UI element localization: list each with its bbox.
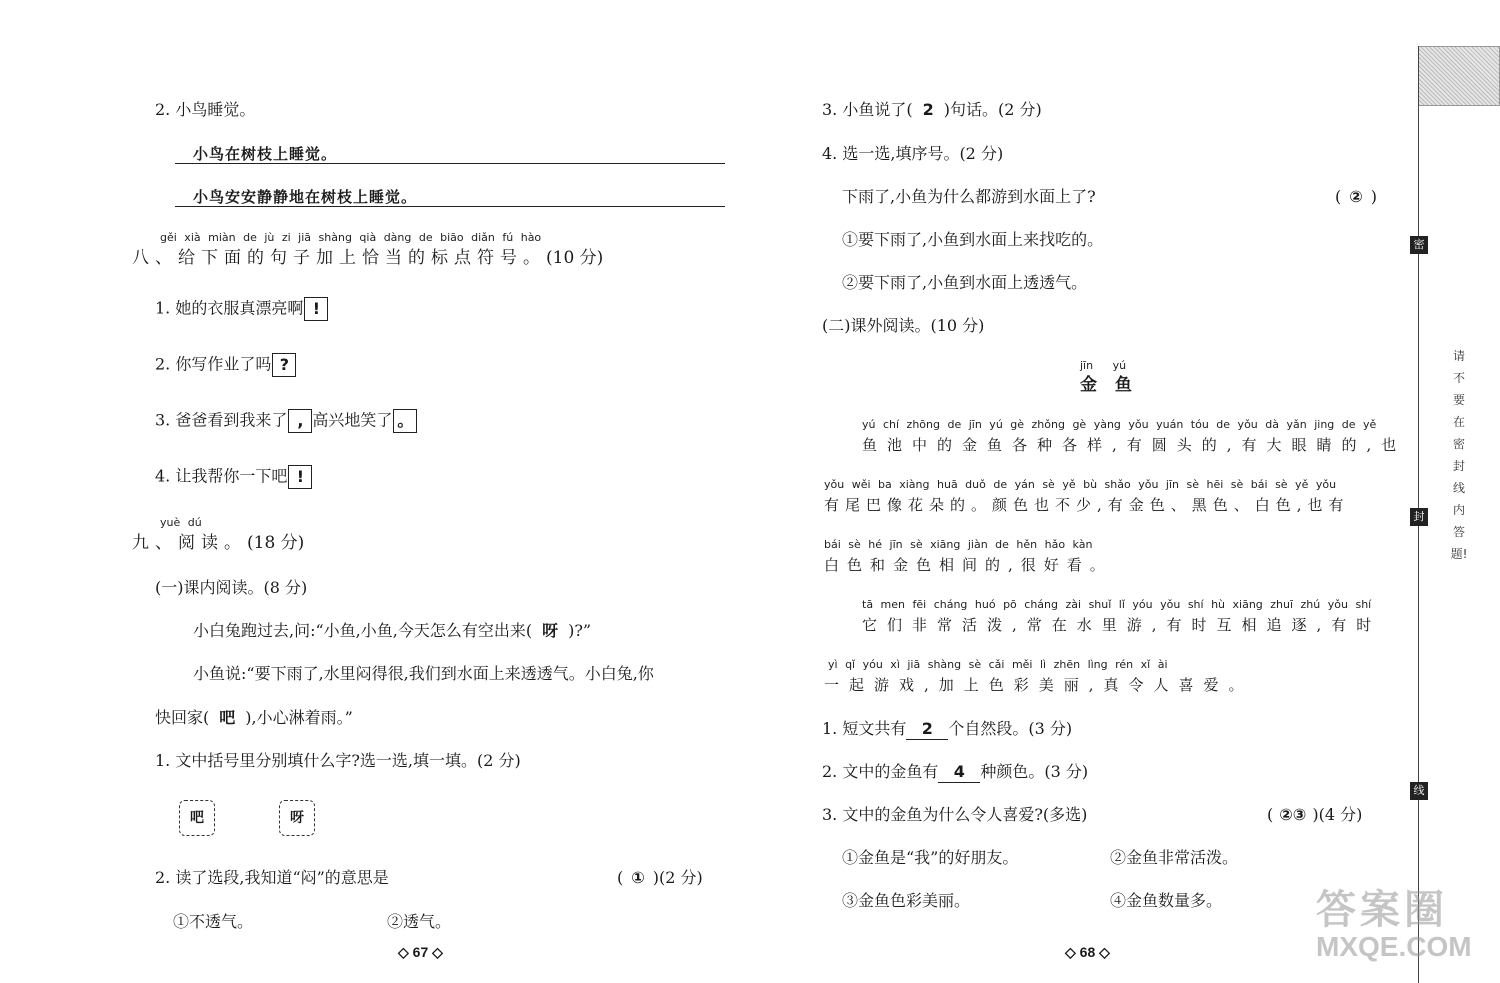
r-sq2-answer[interactable]: 4 <box>938 762 980 783</box>
sec8-title: 八、给下面的句子加上恰当的标点符号。 <box>132 248 546 268</box>
watermark-line-2: MXQE.COM <box>1316 931 1472 962</box>
r-q4-answer: ② <box>1349 187 1363 206</box>
seal-label-xian: 线 <box>1410 782 1428 800</box>
page-number-right: ◇ 68 ◇ <box>1065 944 1110 960</box>
sec9-q2-paren: ( <box>617 868 624 887</box>
r-sq3-answer-row <box>1267 805 1362 825</box>
story-line-1: 鱼池中的金鱼各种各样,有圆头的,有大眼睛的,也 <box>862 436 1407 454</box>
story-line-3: 白色和金色相间的,很好看。 <box>824 556 1113 574</box>
r-q4-paren-close: ) <box>1370 187 1378 206</box>
r-sq2 <box>822 762 1088 783</box>
sec9-para-3-answer: 吧 <box>219 708 236 727</box>
sec9-para-3-b: ),小心淋着雨。” <box>245 708 353 727</box>
sec9-title: 九、阅读。 <box>132 533 247 553</box>
sec9-q2: 2. 读了选段,我知道“闷”的意思是 <box>155 868 389 887</box>
sec9-pinyin: yuè dú <box>160 516 202 529</box>
seal-margin-strip <box>1413 0 1500 983</box>
sec8-item-4 <box>155 465 312 489</box>
sec8-item-3-box-b[interactable]: 。 <box>393 409 417 433</box>
story-line-2-pinyin: yǒu wěi ba xiàng huā duǒ de yán sè yě bù shǎo yǒu jīn sè hēi sè bái sè yě yǒu <box>824 478 1337 491</box>
sec8-item-3-text-a: 3. 爸爸看到我来了 <box>155 410 288 430</box>
r-sub2: (二)课外阅读。(10 分) <box>822 316 985 335</box>
q2-answer-1: 小鸟在树枝上睡觉。 <box>193 145 338 163</box>
sec9-q2-option-1: ①不透气。 <box>173 912 254 931</box>
r-sq2-a: 2. 文中的金鱼有 <box>822 762 939 781</box>
sec9-para-3 <box>155 708 353 728</box>
sec9-para-1-answer: 呀 <box>542 621 559 640</box>
sec9-para-1-a: 小白兔跑过去,问:“小鱼,小鱼,今天怎么有空出来( <box>193 621 533 640</box>
story-line-2: 有尾巴像花朵的。颜色也不少,有金色、黑色、白色,也有 <box>824 496 1350 514</box>
r-sq3-answer: ②③ <box>1279 805 1307 824</box>
story-line-4: 它们非常活泼,常在水里游,有时互相追逐,有时 <box>862 616 1382 634</box>
r-q4-paren-open: ( <box>1335 187 1342 206</box>
sec8-item-1 <box>155 297 328 321</box>
r-q4-option-2: ②要下雨了,小鱼到水面上透透气。 <box>842 273 1088 292</box>
r-q4-question: 下雨了,小鱼为什么都游到水面上了? <box>842 187 1096 206</box>
sec8-score: (10 分) <box>546 248 604 268</box>
sec8-item-2-text: 2. 你写作业了吗 <box>155 354 272 374</box>
r-sq3-label: 3. 文中的金鱼为什么令人喜爱?(多选) <box>822 805 1088 824</box>
choice-box-2[interactable]: 呀 <box>279 800 315 836</box>
sec9-sub1: (一)课内阅读。(8 分) <box>155 578 308 597</box>
story-line-5-pinyin: yì qǐ yóu xì jiā shàng sè cǎi měi lì zhēn lìng rén xǐ ài <box>828 658 1168 671</box>
sec9-q2-answer-row <box>617 868 703 888</box>
r-q3-answer: 2 <box>922 100 934 119</box>
sec8-item-3-text-b: 高兴地笑了 <box>312 410 393 430</box>
story-line-4-pinyin: tā men fēi cháng huó pō cháng zài shuǐ lǐ yóu yǒu shí hù xiāng zhuī zhú yǒu shí <box>862 598 1372 611</box>
sec8-title-row <box>132 248 603 268</box>
r-q3 <box>822 100 1042 120</box>
r-q4-option-1: ①要下雨了,小鱼到水面上来找吃的。 <box>842 230 1104 249</box>
strip-hatched-header <box>1418 46 1500 106</box>
sec8-item-2-box[interactable]: ? <box>272 353 296 377</box>
r-sq1-answer[interactable]: 2 <box>906 719 948 740</box>
r-sq1 <box>822 719 1072 740</box>
q2-answer-line-2 <box>175 206 725 207</box>
story-line-3-pinyin: bái sè hé jīn sè xiāng jiàn de hěn hǎo kàn <box>824 538 1093 551</box>
sec9-q2-answer: ① <box>631 868 645 887</box>
story-line-5: 一起游戏,加上色彩美丽,真令人喜爱。 <box>824 676 1254 694</box>
seal-label-feng: 封 <box>1410 508 1428 526</box>
sec9-para-1-b: )?” <box>568 621 592 640</box>
choice-box-1[interactable]: 吧 <box>179 800 215 836</box>
sec8-item-2 <box>155 353 296 377</box>
sec9-para-2: 小鱼说:“要下雨了,水里闷得很,我们到水面上来透透气。小白兔,你 <box>193 664 654 683</box>
sec9-q1: 1. 文中括号里分别填什么字?选一选,填一填。(2 分) <box>155 751 521 770</box>
q2-label: 2. 小鸟睡觉。 <box>155 100 256 119</box>
sec8-item-1-box[interactable]: ! <box>304 297 328 321</box>
story-title: 金 鱼 <box>1080 375 1132 395</box>
sec9-para-3-a: 快回家( <box>155 708 210 727</box>
r-q3-a: 3. 小鱼说了( <box>822 100 913 119</box>
story-title-pinyin: jīn yú <box>1080 359 1127 372</box>
r-sq3-paren-open: ( <box>1267 805 1274 824</box>
seal-warning-text: 请不要在密封线内答题! <box>1450 349 1468 561</box>
sec8-item-1-text: 1. 她的衣服真漂亮啊 <box>155 298 304 318</box>
r-q3-b: )句话。(2 分) <box>943 100 1042 119</box>
watermark-logo <box>1316 888 1472 962</box>
sec8-pinyin: gěi xià miàn de jù zi jiā shàng qià dàng de biāo diǎn fú hào <box>160 231 542 244</box>
r-sq2-b: 种颜色。(3 分) <box>980 762 1089 781</box>
sec9-para-1 <box>193 621 591 641</box>
sec9-score: (18 分) <box>247 533 305 553</box>
sec8-item-4-box[interactable]: ! <box>288 465 312 489</box>
r-sq3-option-3: ③金鱼色彩美丽。 <box>842 891 971 910</box>
sec9-q2-option-2: ②透气。 <box>387 912 452 931</box>
r-sq3-tail: )(4 分) <box>1312 805 1363 824</box>
sec8-item-3-box-a[interactable]: , <box>288 409 312 433</box>
r-q4-label: 4. 选一选,填序号。(2 分) <box>822 144 1004 163</box>
watermark-line-1: 答案圈 <box>1316 888 1448 932</box>
sec8-item-3 <box>155 409 417 433</box>
r-sq1-b: 个自然段。(3 分) <box>948 719 1073 738</box>
r-q4-answer-row <box>1335 187 1377 207</box>
r-sq3-option-4: ④金鱼数量多。 <box>1110 891 1223 910</box>
seal-label-mi: 密 <box>1410 236 1428 254</box>
q2-answer-2: 小鸟安安静静地在树枝上睡觉。 <box>193 188 418 206</box>
sec9-title-row <box>132 533 304 553</box>
q2-answer-line-1 <box>175 163 725 164</box>
story-line-1-pinyin: yú chí zhōng de jīn yú gè zhǒng gè yàng yǒu yuán tóu de yǒu dà yǎn jing de yě <box>862 418 1377 431</box>
sec8-item-4-text: 4. 让我帮你一下吧 <box>155 466 288 486</box>
r-sq1-a: 1. 短文共有 <box>822 719 907 738</box>
sec9-q2-tail: )(2 分) <box>652 868 703 887</box>
r-sq3-option-1: ①金鱼是“我”的好朋友。 <box>842 848 1019 867</box>
r-sq3-option-2: ②金鱼非常活泼。 <box>1110 848 1239 867</box>
page-number-left: ◇ 67 ◇ <box>398 944 443 960</box>
